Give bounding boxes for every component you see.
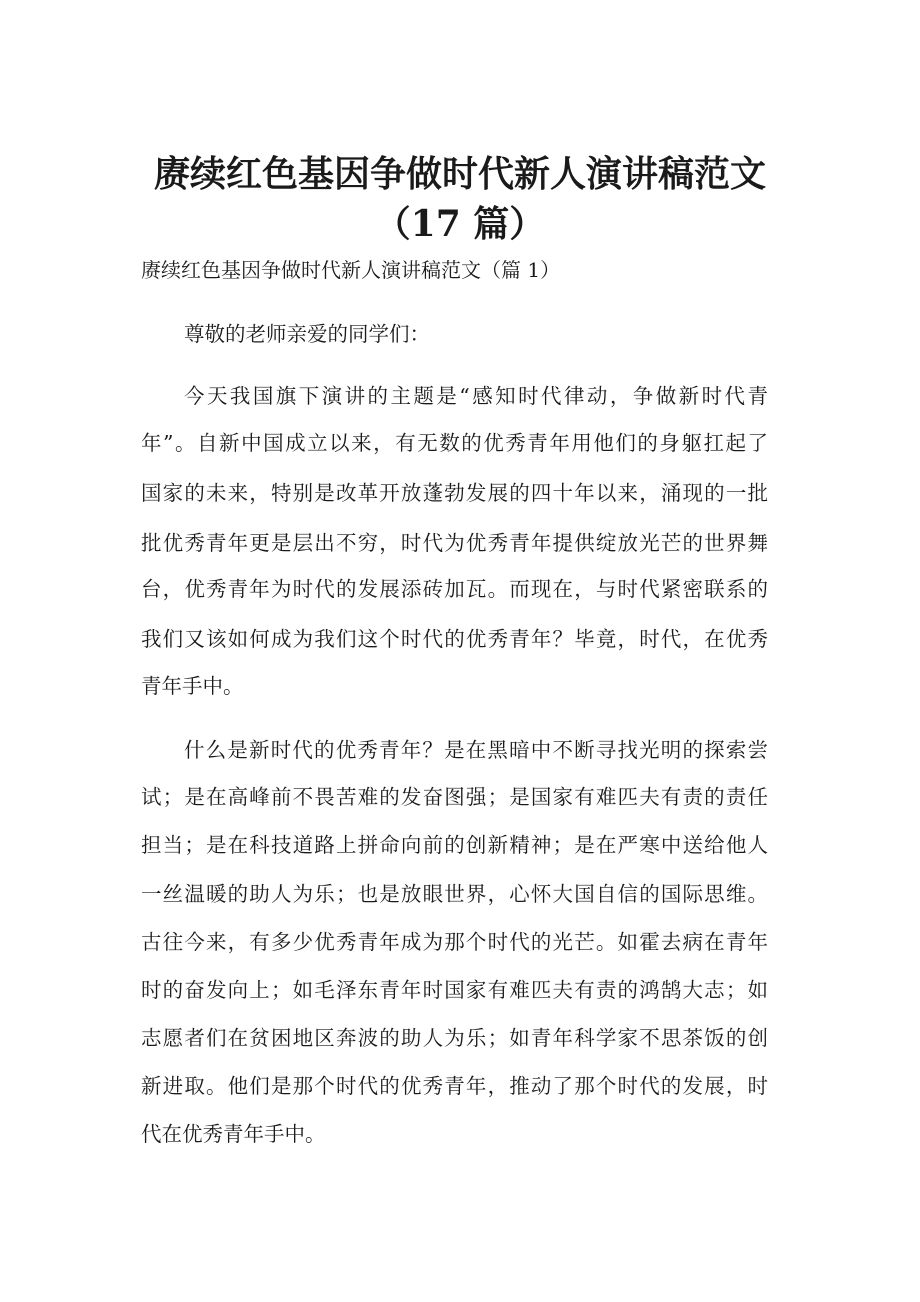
paragraph-2-line: 新进取。他们是那个时代的优秀青年，推动了那个时代的发展，时 (141, 1074, 768, 1098)
paragraph-2-line: 一丝温暖的助人为乐；也是放眼世界，心怀大国自信的国际思维。 (141, 882, 768, 906)
paragraph-2-line: 志愿者们在贫困地区奔波的助人为乐；如青年科学家不思茶饭的创 (141, 1026, 768, 1050)
greeting: 尊敬的老师亲爱的同学们： (184, 322, 430, 346)
document-title-line-2: （17 篇） (374, 203, 546, 245)
paragraph-2-line: 古往今来，有多少优秀青年成为那个时代的光芒。如霍去病在青年 (141, 930, 768, 954)
paragraph-1-line: 台，优秀青年为时代的发展添砖加瓦。而现在，与时代紧密联系的 (141, 577, 768, 601)
paragraph-1-line: 今天我国旗下演讲的主题是“感知时代律动，争做新时代青 (184, 384, 768, 408)
paragraph-1-line: 批优秀青年更是层出不穷，时代为优秀青年提供绽放光芒的世界舞 (141, 531, 768, 555)
section-heading: 赓续红色基因争做时代新人演讲稿范文（篇 1） (141, 258, 561, 282)
document-title-line-1: 赓续红色基因争做时代新人演讲稿范文 (153, 153, 766, 195)
paragraph-2-line: 试；是在高峰前不畏苦难的发奋图强；是国家有难匹夫有责的责任 (141, 785, 768, 809)
paragraph-2-line: 时的奋发向上；如毛泽东青年时国家有难匹夫有责的鸿鹄大志；如 (141, 978, 768, 1002)
paragraph-1-line: 年”。自新中国成立以来，有无数的优秀青年用他们的身躯扛起了 (141, 431, 768, 455)
paragraph-2-line: 什么是新时代的优秀青年？是在黑暗中不断寻找光明的探索尝 (184, 738, 768, 762)
paragraph-1-line: 青年手中。 (141, 674, 244, 698)
paragraph-1-line: 我们又该如何成为我们这个时代的优秀青年？毕竟，时代，在优秀 (141, 627, 768, 651)
paragraph-2-line: 代在优秀青年手中。 (141, 1122, 326, 1146)
paragraph-1-line: 国家的未来，特别是改革开放蓬勃发展的四十年以来，涌现的一批 (141, 481, 768, 505)
paragraph-2-line: 担当；是在科技道路上拼命向前的创新精神；是在严寒中送给他人 (141, 833, 768, 857)
